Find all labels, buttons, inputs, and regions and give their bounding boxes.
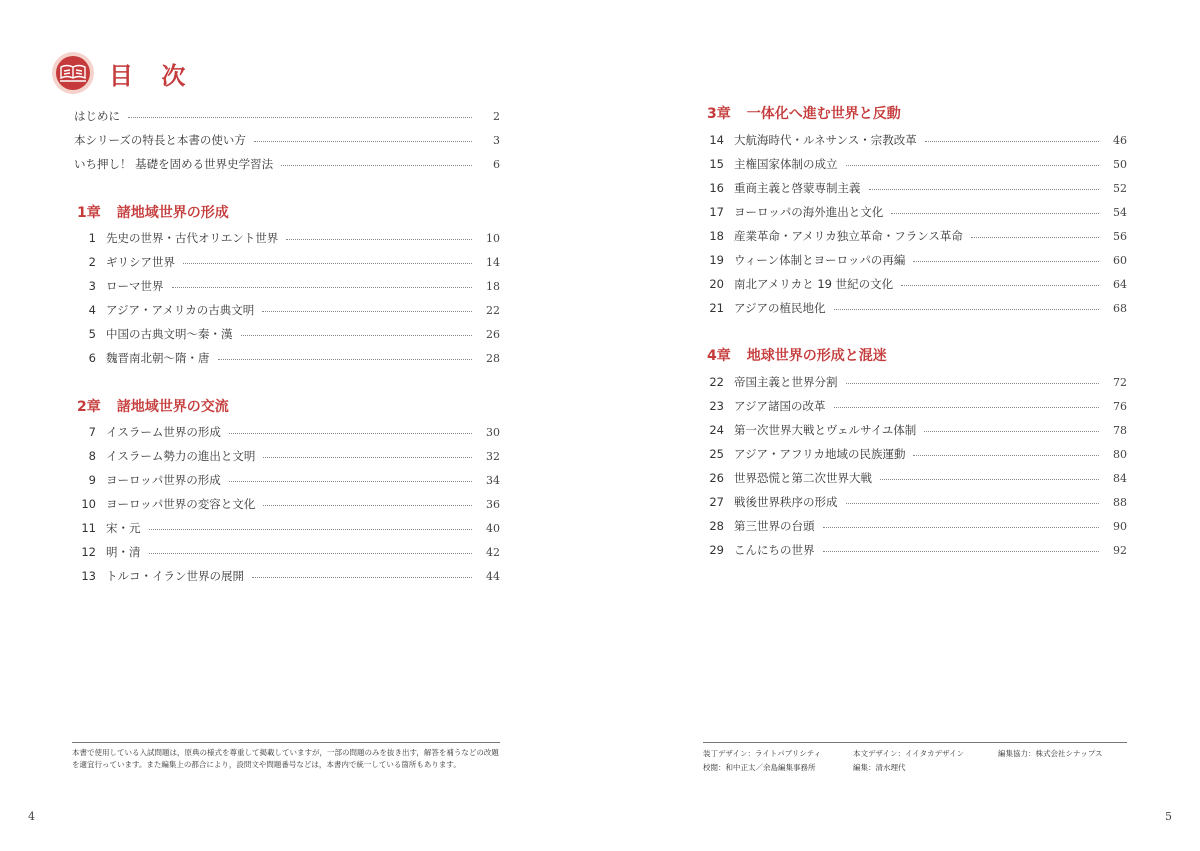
toc-row-number: 20 <box>709 277 724 291</box>
dot-leader <box>834 309 1099 310</box>
chapter-title: 地球世界の形成と混迷 <box>746 348 887 364</box>
toc-row[interactable] <box>702 128 1127 152</box>
toc-row-label: イスラーム勢力の進出と文明 <box>106 449 256 463</box>
page-title: 目 次 <box>109 61 196 90</box>
toc-row-page: 42 <box>486 545 500 559</box>
chapter-heading <box>77 394 500 418</box>
toc-row-page: 26 <box>486 327 500 341</box>
toc-row[interactable] <box>74 128 500 152</box>
dot-leader <box>924 431 1099 432</box>
toc-row-page: 22 <box>486 303 500 317</box>
toc-row-number: 3 <box>88 279 96 293</box>
toc-row-number: 4 <box>88 303 96 317</box>
toc-row-label: 第一次世界大戦とヴェルサイユ体制 <box>734 423 917 437</box>
toc-row-label: アジアの植民地化 <box>734 301 826 315</box>
dot-leader <box>252 577 472 578</box>
toc-row-number: 5 <box>88 327 96 341</box>
toc-row[interactable] <box>74 540 500 564</box>
credits-block <box>703 742 1127 775</box>
toc-row-page: 40 <box>486 521 500 535</box>
toc-row[interactable] <box>702 152 1127 176</box>
toc-row-label: ヨーロッパ世界の形成 <box>106 473 221 487</box>
dot-leader <box>149 529 473 530</box>
toc-row[interactable] <box>702 224 1127 248</box>
toc-row-label: アジア・アフリカ地域の民族運動 <box>734 447 906 461</box>
chapter-title: 諸地域世界の形成 <box>116 205 229 221</box>
toc-row-number: 19 <box>709 253 724 267</box>
toc-row-page: 76 <box>1113 399 1127 413</box>
dot-leader <box>925 141 1099 142</box>
chapter-title: 一体化へ進む世界と反動 <box>746 106 901 122</box>
toc-row-page: 34 <box>486 473 500 487</box>
credit-editor: 編集：清水理代 <box>853 763 906 772</box>
toc-row-number: 9 <box>88 473 96 487</box>
toc-row-page: 2 <box>493 109 500 123</box>
book-emblem-icon <box>51 51 95 95</box>
chapter-heading <box>77 200 500 224</box>
toc-row-page: 30 <box>486 425 500 439</box>
toc-row-label: 明・清 <box>106 545 141 559</box>
toc-row-label: 先史の世界・古代オリエント世界 <box>106 231 279 245</box>
dot-leader <box>218 359 473 360</box>
toc-row-number: 17 <box>709 205 724 219</box>
toc-row-page: 84 <box>1113 471 1127 485</box>
toc-row[interactable] <box>702 272 1127 296</box>
chapter-1 <box>77 200 500 224</box>
toc-row-number: 2 <box>88 255 96 269</box>
dot-leader <box>183 263 472 264</box>
toc-row-number: 15 <box>709 157 724 171</box>
toc-row[interactable] <box>74 444 500 468</box>
dot-leader <box>241 335 473 336</box>
toc-row-label: いち押し！ 基礎を固める世界史学習法 <box>74 157 274 171</box>
toc-row-page: 56 <box>1113 229 1127 243</box>
toc-row[interactable] <box>702 490 1127 514</box>
dot-leader <box>823 551 1100 552</box>
toc-row[interactable] <box>74 468 500 492</box>
toc-row-page: 18 <box>486 279 500 293</box>
toc-row[interactable] <box>74 152 500 176</box>
chapter-2-items <box>74 420 500 588</box>
toc-row[interactable] <box>702 418 1127 442</box>
chapter-number: 2章 <box>77 399 101 415</box>
toc-row-page: 72 <box>1113 375 1127 389</box>
toc-row-label: ヨーロッパ世界の変容と文化 <box>106 497 256 511</box>
credit-binding-design: 装丁デザイン：ライトパブリシティ <box>703 749 822 758</box>
toc-row-page: 54 <box>1113 205 1127 219</box>
chapter-heading <box>707 101 1127 125</box>
chapter-number: 3章 <box>707 106 731 122</box>
toc-row-number: 16 <box>709 181 724 195</box>
dot-leader <box>262 311 472 312</box>
dot-leader <box>913 261 1099 262</box>
toc-row-label: 戦後世界秩序の形成 <box>734 495 838 509</box>
dot-leader <box>229 481 472 482</box>
toc-row-label: 帝国主義と世界分割 <box>734 375 838 389</box>
toc-row[interactable] <box>74 564 500 588</box>
toc-row-number: 22 <box>709 375 724 389</box>
toc-row-page: 68 <box>1113 301 1127 315</box>
toc-row-page: 3 <box>493 133 500 147</box>
toc-row-number: 28 <box>709 519 724 533</box>
toc-row-page: 50 <box>1113 157 1127 171</box>
toc-row-label: 宋・元 <box>106 521 141 535</box>
toc-row[interactable] <box>74 492 500 516</box>
toc-row-page: 14 <box>486 255 500 269</box>
toc-row-page: 90 <box>1113 519 1127 533</box>
dot-leader <box>913 455 1099 456</box>
toc-row-label: 中国の古典文明～秦・漢 <box>106 327 233 341</box>
toc-row-label: 本シリーズの特長と本書の使い方 <box>74 133 246 147</box>
dot-leader <box>834 407 1099 408</box>
toc-row-page: 78 <box>1113 423 1127 437</box>
toc-row[interactable] <box>702 176 1127 200</box>
chapter-heading <box>707 343 1127 367</box>
toc-row-page: 36 <box>486 497 500 511</box>
toc-row-label: 産業革命・アメリカ独立革命・フランス革命 <box>734 229 963 243</box>
toc-row-label: 世界恐慌と第二次世界大戦 <box>734 471 872 485</box>
toc-row-page: 80 <box>1113 447 1127 461</box>
toc-row[interactable] <box>702 466 1127 490</box>
chapter-1-items <box>74 226 500 370</box>
toc-row-label: アジア・アメリカの古典文明 <box>106 303 255 317</box>
toc-row-page: 52 <box>1113 181 1127 195</box>
toc-row-label: アジア諸国の改革 <box>734 399 826 413</box>
toc-row-page: 92 <box>1113 543 1127 557</box>
toc-row-label: イスラーム世界の形成 <box>106 425 221 439</box>
credit-editorial-cooperation: 編集協力：株式会社シナップス <box>998 749 1103 758</box>
toc-row-number: 14 <box>709 133 724 147</box>
toc-row-page: 64 <box>1113 277 1127 291</box>
chapter-3-items <box>702 128 1127 320</box>
dot-leader <box>286 239 472 240</box>
toc-row-number: 6 <box>88 351 96 365</box>
toc-header <box>51 49 195 97</box>
toc-row-number: 11 <box>81 521 96 535</box>
toc-row[interactable] <box>74 104 500 128</box>
toc-row-label: ギリシア世界 <box>106 255 175 269</box>
toc-row-number: 12 <box>81 545 96 559</box>
dot-leader <box>823 527 1100 528</box>
editorial-note: 本書で使用している入試問題は，原典の様式を尊重して掲載していますが，一部の問題のみを抜き出す，解答を補うなどの改題を適宜行っています。また編集上の都合により，設問文や問題番号などは，本書内で統一している箇所もあります。 <box>72 742 500 771</box>
toc-row-number: 24 <box>709 423 724 437</box>
toc-row-label: 魏晋南北朝～隋・唐 <box>106 351 210 365</box>
chapter-2 <box>77 394 500 418</box>
toc-row-number: 10 <box>81 497 96 511</box>
toc-row-number: 1 <box>88 231 96 245</box>
dot-leader <box>891 213 1099 214</box>
chapter-4-items <box>702 370 1127 562</box>
toc-row[interactable] <box>74 250 500 274</box>
toc-row-label: トルコ・イラン世界の展開 <box>106 569 244 583</box>
chapter-title: 諸地域世界の交流 <box>116 399 229 415</box>
dot-leader <box>901 285 1099 286</box>
toc-row-number: 18 <box>709 229 724 243</box>
toc-row-page: 46 <box>1113 133 1127 147</box>
intro-list <box>74 104 500 176</box>
toc-row-number: 21 <box>709 301 724 315</box>
toc-row-number: 26 <box>709 471 724 485</box>
toc-row-page: 32 <box>486 449 500 463</box>
toc-row-label: 大航海時代・ルネサンス・宗教改革 <box>734 133 917 147</box>
dot-leader <box>846 383 1100 384</box>
toc-row-label: ヨーロッパの海外進出と文化 <box>734 205 884 219</box>
toc-row[interactable] <box>702 248 1127 272</box>
toc-row-number: 13 <box>81 569 96 583</box>
toc-row[interactable] <box>702 394 1127 418</box>
dot-leader <box>880 479 1099 480</box>
toc-row[interactable] <box>74 322 500 346</box>
dot-leader <box>149 553 473 554</box>
toc-row-page: 28 <box>486 351 500 365</box>
dot-leader <box>229 433 472 434</box>
toc-row[interactable] <box>74 274 500 298</box>
toc-row-page: 60 <box>1113 253 1127 267</box>
dot-leader <box>263 505 472 506</box>
toc-row[interactable] <box>74 420 500 444</box>
toc-row[interactable] <box>74 226 500 250</box>
toc-row-page: 10 <box>486 231 500 245</box>
toc-row-number: 27 <box>709 495 724 509</box>
toc-row-page: 6 <box>493 157 500 171</box>
toc-row-label: こんにちの世界 <box>734 543 815 557</box>
page-number-right: 5 <box>1165 810 1172 823</box>
toc-row-number: 25 <box>709 447 724 461</box>
toc-row[interactable] <box>74 346 500 370</box>
toc-row[interactable] <box>702 514 1127 538</box>
toc-row-label: 主権国家体制の成立 <box>734 157 838 171</box>
chapter-number: 4章 <box>707 348 731 364</box>
toc-row[interactable] <box>702 442 1127 466</box>
credit-text-design: 本文デザイン：イイタカデザイン <box>853 749 965 758</box>
right-page <box>600 0 1200 851</box>
chapter-number: 1章 <box>77 205 101 221</box>
toc-row-label: 重商主義と啓蒙専制主義 <box>734 181 861 195</box>
toc-row[interactable] <box>74 298 500 322</box>
toc-row-label: はじめに <box>74 109 120 123</box>
toc-row-label: ローマ世界 <box>106 279 164 293</box>
toc-row-label: 第三世界の台頭 <box>734 519 815 533</box>
toc-row-page: 44 <box>486 569 500 583</box>
dot-leader <box>971 237 1099 238</box>
chapter-4 <box>707 343 1127 367</box>
dot-leader <box>846 165 1100 166</box>
toc-row-label: ウィーン体制とヨーロッパの再編 <box>734 253 906 267</box>
chapter-3 <box>707 101 1127 125</box>
dot-leader <box>172 287 473 288</box>
toc-row-page: 88 <box>1113 495 1127 509</box>
toc-row[interactable] <box>74 516 500 540</box>
credit-proofreading: 校閲：和中正太／余島編集事務所 <box>703 763 816 772</box>
dot-leader <box>263 457 472 458</box>
toc-row-number: 23 <box>709 399 724 413</box>
toc-row[interactable] <box>702 538 1127 562</box>
dot-leader <box>128 117 472 118</box>
toc-row-number: 29 <box>709 543 724 557</box>
toc-row-number: 7 <box>88 425 96 439</box>
dot-leader <box>281 165 472 166</box>
page-number-left: 4 <box>28 810 35 823</box>
toc-row[interactable] <box>702 370 1127 394</box>
toc-row-label: 南北アメリカと 19 世紀の文化 <box>734 277 894 291</box>
toc-row[interactable] <box>702 296 1127 320</box>
dot-leader <box>869 189 1100 190</box>
toc-row[interactable] <box>702 200 1127 224</box>
toc-row-number: 8 <box>88 449 96 463</box>
dot-leader <box>254 141 472 142</box>
dot-leader <box>846 503 1100 504</box>
